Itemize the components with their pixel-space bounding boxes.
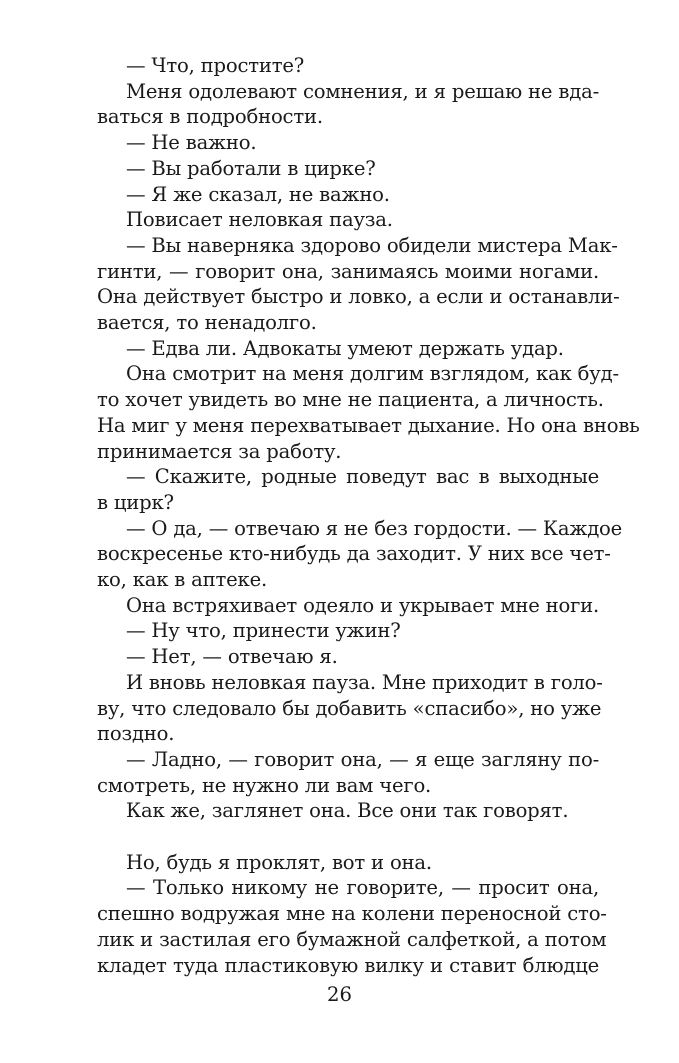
text-line: И вновь неловкая пауза. Мне приходит в голо-: [126, 670, 603, 694]
paragraph: [97, 79, 599, 130]
text-line: Она действует быстро и ловко, а если и останавли-: [97, 285, 620, 309]
text-line: Но, будь я проклят, вот и она.: [126, 850, 432, 874]
text-line: Она встряхивает одеяло и укрывает мне ноги.: [126, 593, 600, 617]
text-line: Повисает неловкая пауза.: [126, 208, 393, 232]
text-line: ко, как в аптеке.: [97, 568, 268, 592]
paragraph: [97, 156, 599, 182]
paragraph: [97, 207, 599, 233]
text-line: — Что, простите?: [126, 54, 305, 77]
text-line: воскресенье кто-нибудь да заходит. У них все чет-: [97, 542, 611, 566]
paragraph: [97, 875, 607, 978]
text-line: — Ладно, — говорит она, — я еще загляну по-: [126, 747, 599, 771]
text-line: поздно.: [97, 722, 175, 746]
text-line: в цирк?: [97, 490, 174, 514]
text-line: спешно водружая мне на колени переносной сто-: [97, 902, 607, 926]
paragraph: [97, 618, 599, 644]
body-text: [97, 53, 640, 978]
text-line: — Скажите, родные поведут вас в выходные: [126, 465, 599, 489]
paragraph: [97, 233, 620, 336]
text-line: На миг у меня перехватывает дыхание. Но она вновь: [97, 413, 640, 437]
paragraph: [97, 850, 599, 876]
text-line: ваться в подробности.: [97, 105, 323, 129]
text-line: Как же, заглянет она. Все они так говорят.: [126, 799, 569, 823]
text-line: смотреть, не нужно ли вам чего.: [97, 773, 432, 797]
text-line: — Я же сказал, не важно.: [126, 182, 390, 206]
text-line: — Едва ли. Адвокаты умеют держать удар.: [126, 336, 564, 360]
paragraph: [97, 644, 599, 670]
text-line: — Не важно.: [126, 131, 257, 155]
text-line: ву, что следовало бы добавить «спасибо», но уже: [97, 696, 602, 720]
paragraph: [97, 798, 599, 824]
text-line: Меня одолевают сомнения, и я решаю не вда-: [126, 79, 599, 103]
section-break: [97, 824, 599, 850]
paragraph: [97, 670, 603, 747]
text-line: вается, то ненадолго.: [97, 311, 317, 335]
paragraph: [97, 361, 640, 464]
text-line: гинти, — говорит она, занимаясь моими ногами.: [97, 259, 599, 283]
paragraph: [97, 464, 599, 515]
text-line: — О да, — отвечаю я не без гордости. — Каждое: [126, 516, 623, 540]
text-line: — Вы работали в цирке?: [126, 156, 376, 180]
page-number: 26: [327, 983, 352, 1006]
paragraph: [97, 53, 599, 79]
text-line: кладет туда пластиковую вилку и ставит блюдце: [97, 953, 599, 977]
paragraph: [97, 747, 599, 798]
text-line: лик и застилая его бумажной салфеткой, а потом: [97, 927, 607, 951]
text-line: то хочет увидеть во мне не пациента, а личность.: [97, 388, 604, 412]
text-line: — Вы наверняка здорово обидели мистера Мак-: [126, 233, 618, 257]
text-line: принимается за работу.: [97, 439, 342, 463]
text-line: — Нет, — отвечаю я.: [126, 645, 338, 669]
paragraph: [97, 516, 623, 593]
text-line: — Только никому не говорите, — просит она,: [126, 876, 599, 900]
paragraph: [97, 336, 599, 362]
text-line: Она смотрит на меня долгим взглядом, как буд-: [126, 362, 619, 386]
text-line: — Ну что, принести ужин?: [126, 619, 401, 643]
paragraph: [97, 130, 599, 156]
paragraph: [97, 593, 599, 619]
paragraph: [97, 182, 599, 208]
